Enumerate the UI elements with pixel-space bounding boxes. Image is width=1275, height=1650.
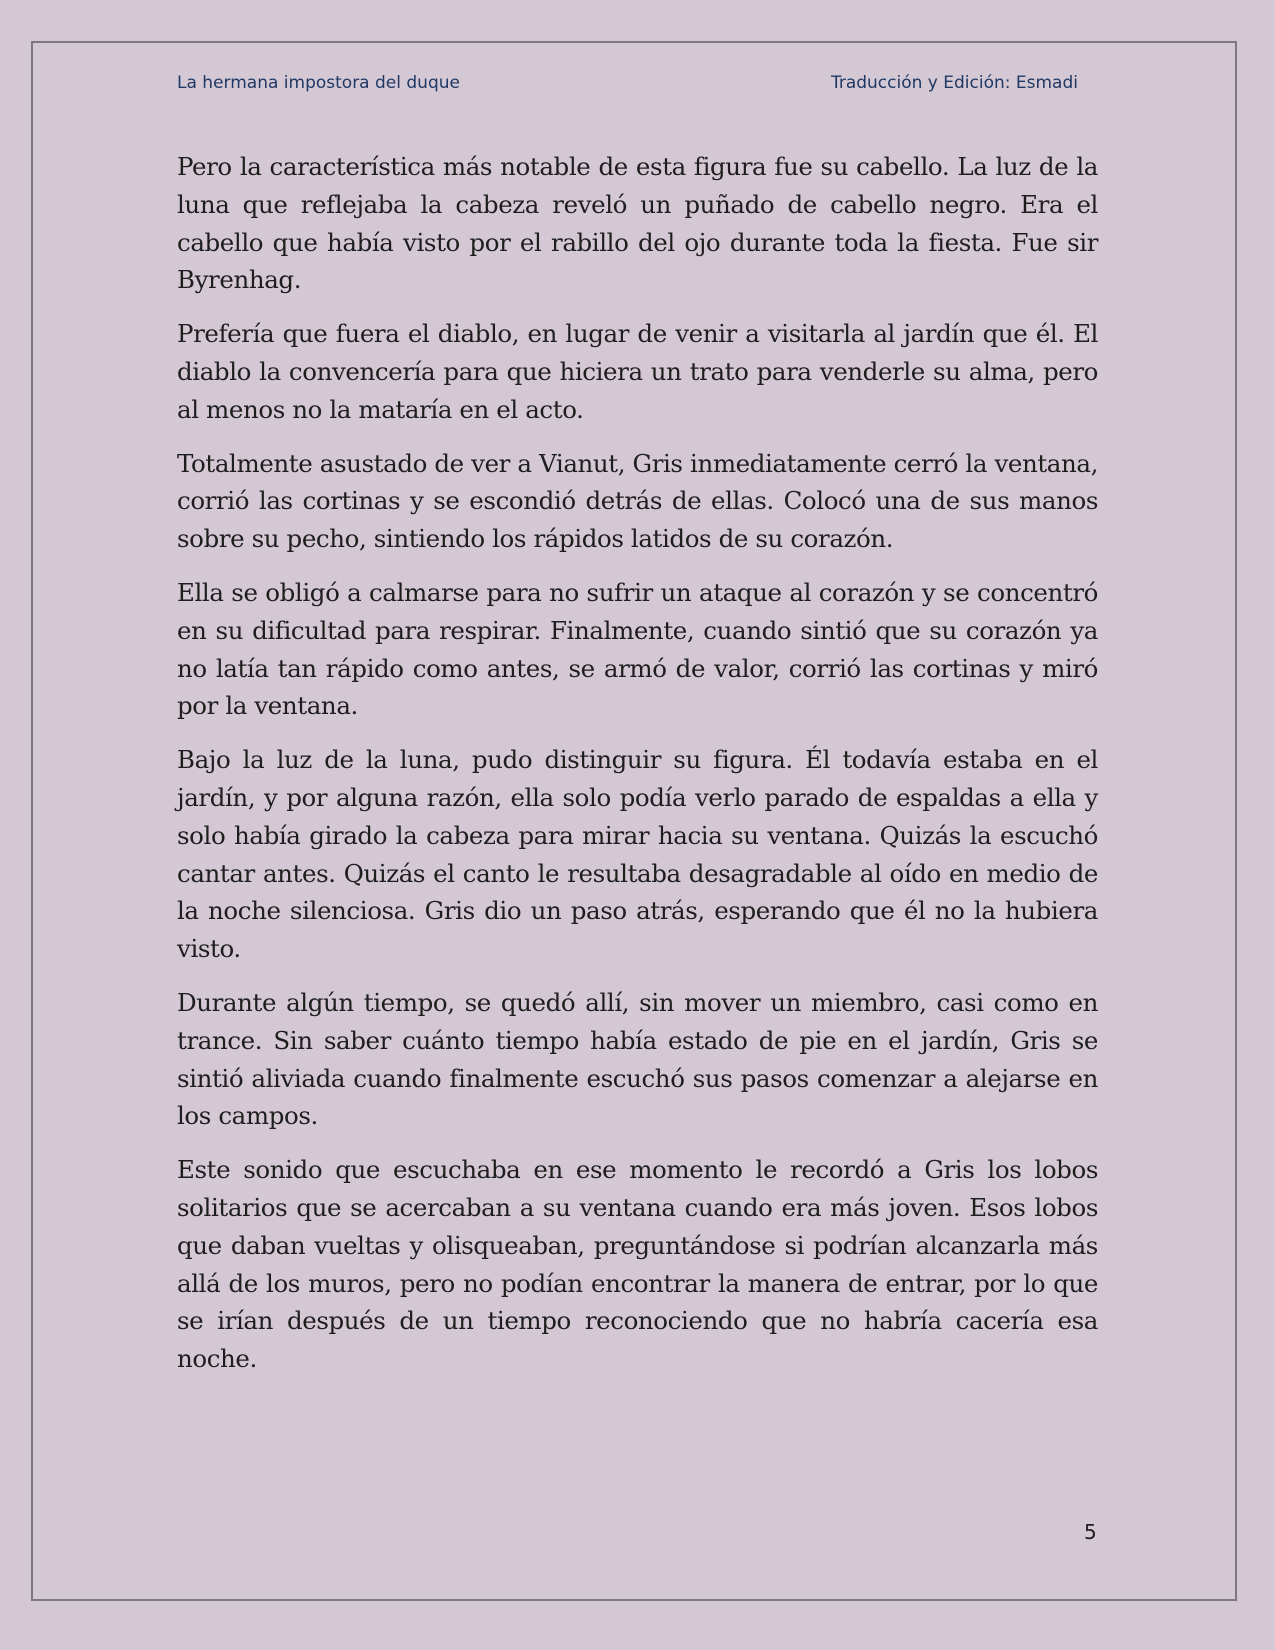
paragraph-2: Prefería que fuera el diablo, en lugar de venir a visitarla al jardín que él. El diablo la convencería para que hiciera un trato para venderle su alma, pero al menos no la mataría en el acto. [177, 319, 1098, 424]
body-text [177, 148, 1098, 1394]
paragraph-4: Ella se obligó a calmarse para no sufrir un ataque al corazón y se concentró en su dificultad para respirar. Finalmente, cuando sintió que su corazón ya no latía tan rápido como antes, se armó de valor, corrió las cortinas y miró por la ventana. [177, 577, 1098, 721]
header-credits: Traducción y Edición: Esmadi [830, 73, 1078, 93]
page-number: 5 [1084, 1520, 1097, 1544]
paragraph-5: Bajo la luz de la luna, pudo distinguir su figura. Él todavía estaba en el jardín, y por alguna razón, ella solo podía verlo parado de espaldas a ella y solo había girado la cabeza para mirar hacia su ventana. Quizás la escuchó cantar antes. Quizás el canto le resultaba desagradable al oído en medio de la noche silenciosa. Gris dio un paso atrás, esperando que él no la hubiera visto. [177, 745, 1098, 964]
paragraph-6: Durante algún tiempo, se quedó allí, sin mover un miembro, casi como en trance. Sin saber cuánto tiempo había estado de pie en el jardín, Gris se sintió aliviada cuando finalmente escuchó sus pasos comenzar a alejarse en los campos. [177, 987, 1098, 1131]
header-book-title: La hermana impostora del duque [177, 73, 460, 93]
paragraph-1: Pero la característica más notable de esta figura fue su cabello. La luz de la luna que reflejaba la cabeza reveló un puñado de cabello negro. Era el cabello que había visto por el rabillo del ojo durante toda la fiesta. Fue sir Byrenhag. [177, 152, 1098, 295]
paragraph-3: Totalmente asustado de ver a Vianut, Gris inmediatamente cerró la ventana, corrió las cortinas y se escondió detrás de ellas. Colocó una de sus manos sobre su pecho, sintiendo los rápidos latidos de su corazón. [177, 448, 1098, 554]
paragraph-7: Este sonido que escuchaba en ese momento le recordó a Gris los lobos solitarios que se acercaban a su ventana cuando era más joven. Esos lobos que daban vueltas y olisqueaban, preguntándose si podrían alcanzarla más allá de los muros, pero no podían encontrar la manera de entrar, por lo que se irían después de un tiempo reconociendo que no habría cacería esa noche. [177, 1155, 1098, 1374]
